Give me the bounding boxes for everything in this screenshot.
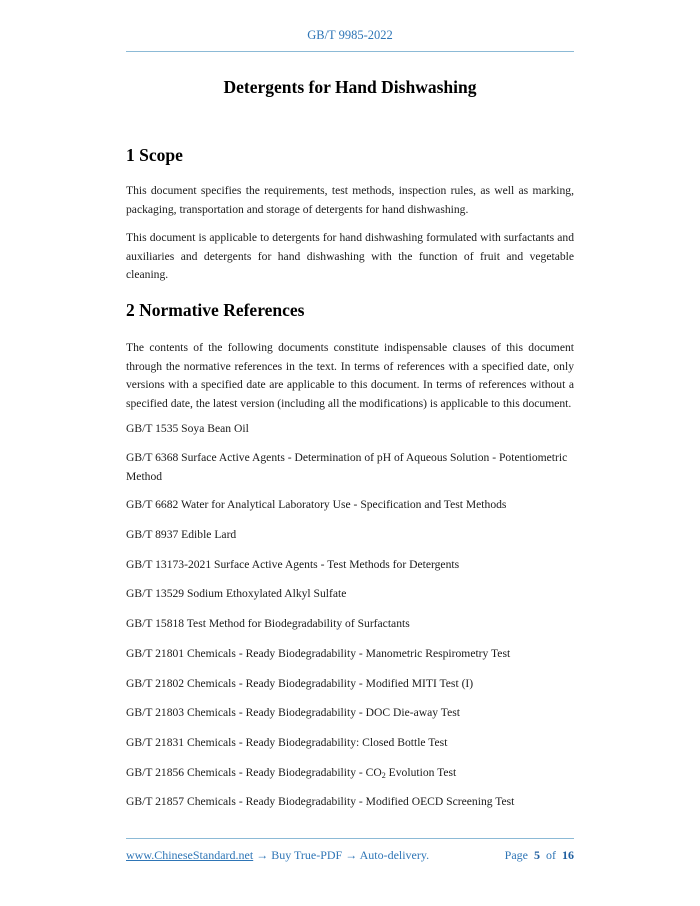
reference-text: GB/T 21856 Chemicals - Ready Biodegradability - CO	[126, 766, 382, 779]
site-link[interactable]: www.ChineseStandard.net	[126, 848, 254, 862]
reference-item: GB/T 21831 Chemicals - Ready Biodegradability: Closed Bottle Test	[126, 736, 448, 749]
scope-paragraph-2: This document is applicable to detergents for hand dishwashing formulated with surfactants and auxiliaries and detergents for hand dishwashing with the function of fruit and vegetable cleaning.	[126, 231, 574, 282]
reference-item	[126, 764, 574, 786]
reference-text: Evolution Test	[385, 766, 457, 779]
section-heading-normative-references: 2 Normative References	[126, 300, 305, 320]
standard-code: GB/T 9985-2022	[307, 28, 393, 42]
reference-item: GB/T 6368 Surface Active Agents - Determination of pH of Aqueous Solution - Potentiometric Method	[126, 451, 568, 483]
footer-divider	[126, 838, 574, 839]
footer-links	[126, 848, 429, 863]
reference-item: GB/T 13529 Sodium Ethoxylated Alkyl Sulfate	[126, 587, 347, 600]
page-label: Page	[504, 848, 528, 862]
reference-item: GB/T 6682 Water for Analytical Laboratory Use - Specification and Test Methods	[126, 498, 507, 511]
reference-item: GB/T 21801 Chemicals - Ready Biodegradability - Manometric Respirometry Test	[126, 647, 511, 660]
normative-references-intro: The contents of the following documents constitute indispensable clauses of this document through the normative references in the text. In terms of references with a specified date, only versions with a specified date are applicable to this document. In terms of references without a specified date, the latest version (including all the modifications) is applicable to this document.	[126, 341, 574, 410]
reference-item: GB/T 13173-2021 Surface Active Agents - Test Methods for Detergents	[126, 558, 460, 571]
reference-item: GB/T 8937 Edible Lard	[126, 528, 237, 541]
reference-item: GB/T 21803 Chemicals - Ready Biodegradability - DOC Die-away Test	[126, 706, 460, 719]
reference-item: GB/T 1535 Soya Bean Oil	[126, 422, 249, 435]
reference-item: GB/T 21857 Chemicals - Ready Biodegradability - Modified OECD Screening Test	[126, 795, 515, 808]
section-heading-scope: 1 Scope	[126, 145, 183, 165]
page-of: of	[546, 848, 556, 862]
page-current: 5	[534, 848, 540, 862]
footer-links-text: → Buy True-PDF → Auto-delivery.	[253, 848, 430, 862]
header-divider	[126, 51, 574, 52]
document-title: Detergents for Hand Dishwashing	[223, 77, 477, 97]
reference-item: GB/T 21802 Chemicals - Ready Biodegradability - Modified MITI Test (I)	[126, 677, 474, 690]
page-indicator	[505, 848, 574, 863]
reference-item: GB/T 15818 Test Method for Biodegradability of Surfactants	[126, 617, 410, 630]
scope-paragraph-1: This document specifies the requirements, test methods, inspection rules, as well as marking, packaging, transportation and storage of detergents for hand dishwashing.	[126, 184, 574, 216]
subscript: 2	[381, 771, 386, 780]
page-total: 16	[562, 848, 574, 862]
